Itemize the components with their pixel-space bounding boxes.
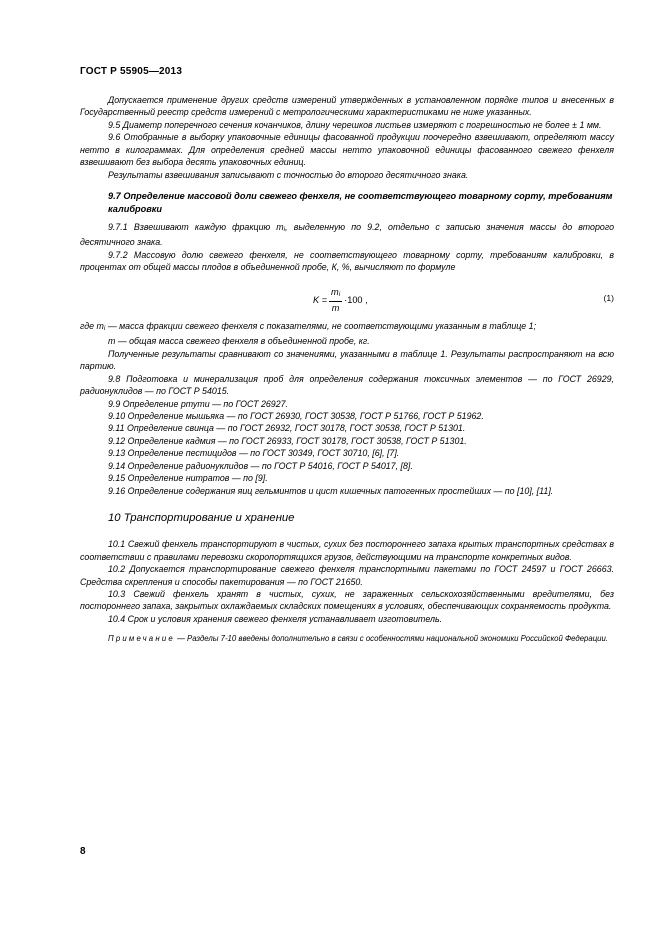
section-heading-9-7: 9.7 Определение массовой доли свежего фенхеля, не соответствующего товарному сорту, требованиям калибровки (108, 191, 613, 214)
paragraph-9-6: 9.6 Отобранные в выборку упаковочные единицы фасованной продукции поочередно взвешивают, определяют массу нетто в килограммах. Для определения средней массы нетто упаковочной единицы фасованного свежего фенхеля взвешивают без выбора десять упаковочных единиц. (80, 132, 614, 168)
paragraph-9-16: 9.16 Определение содержания яиц гельминтов и цист кишечных патогенных простейших — по [10], [11]. (108, 485, 554, 496)
section-heading-10: 10 Транспортирование и хранение (108, 512, 295, 525)
paragraph-10-2: 10.2 Допускается транспортирование свежего фенхеля транспортными пакетами по ГОСТ 24597 и ГОСТ 26663. Средства скрепления и способы пакетирования — по ГОСТ 21650. (80, 564, 614, 587)
formula-1 (80, 280, 614, 320)
paragraph-9-15: 9.15 Определение нитратов — по [9]. (108, 473, 268, 484)
paragraph-9-11: 9.11 Определение свинца — по ГОСТ 26932, ГОСТ 30178, ГОСТ 30538, ГОСТ Р 51301. (108, 423, 466, 434)
document-header: ГОСТ Р 55905—2013 (80, 66, 183, 77)
document-body (80, 94, 614, 645)
paragraph-9-5: 9.5 Диаметр поперечного сечения кочанчиков, длину черешков листьев измеряют с погрешностью не более ± 1 мм. (108, 119, 602, 130)
paragraph-9-13: 9.13 Определение пестицидов — по ГОСТ 30349, ГОСТ 30710, [6], [7]. (108, 448, 400, 459)
formula-expression (313, 286, 368, 314)
paragraph: Результаты взвешивания записывают с точностью до второго десятичного знака. (108, 169, 469, 180)
formula-tail: ·100 , (344, 294, 368, 305)
paragraph-9-14: 9.14 Определение радионуклидов — по ГОСТ Р 54016, ГОСТ Р 54017, [8]. (108, 460, 413, 471)
paragraph-9-7-1: 9.7.1 Взвешивают каждую фракцию mi, выделенную по 9.2, отдельно с записью значения массы до второго десятичного знака. (80, 221, 614, 248)
paragraph-9-9: 9.9 Определение ртути — по ГОСТ 26927. (108, 398, 289, 409)
formula-number: (1) (603, 292, 614, 303)
paragraph-9-10: 9.10 Определение мышьяка — по ГОСТ 26930, ГОСТ 30538, ГОСТ Р 51766, ГОСТ Р 51962. (108, 410, 484, 421)
page-number: 8 (80, 846, 86, 857)
formula-legend-m: m — общая масса свежего фенхеля в объединенной пробе, кг. (108, 336, 370, 347)
paragraph-9-12: 9.12 Определение кадмия — по ГОСТ 26933, ГОСТ 30178, ГОСТ 30538, ГОСТ Р 51301. (108, 435, 467, 446)
formula-lhs: K = (313, 294, 328, 305)
formula-numerator: mi (329, 286, 342, 302)
paragraph: Допускается применение других средств измерений утвержденных в установленном порядке типов и внесенных в Государственный реестр средств измерений с метрологическими характеристиками не ниже указанных. (80, 95, 614, 118)
note-text: — Разделы 7-10 введены дополнительно в связи с особенностями национальной экономики Российской Федерации. (174, 634, 609, 644)
formula-denominator: m (331, 302, 340, 313)
formula-fraction (329, 286, 342, 314)
paragraph-9-7-2: 9.7.2 Массовую долю свежего фенхеля, не соответствующего товарному сорту, требованиям калибровки, в процентах от общей массы плодов в объединенной пробе, К, %, вычисляют по формуле (80, 249, 614, 273)
formula-legend-mi: где mi — масса фракции свежего фенхеля с показателями, не соответствующими указанным в таблице 1; (80, 320, 537, 332)
paragraph-9-8: 9.8 Подготовка и минерализация проб для определения содержания токсичных элементов — по ГОСТ 26929, радионуклидов — по ГОСТ Р 54015. (80, 373, 614, 397)
paragraph-10-4: 10.4 Срок и условия хранения свежего фенхеля устанавливает изготовитель. (108, 613, 443, 624)
note-label: Примечание (108, 634, 175, 644)
paragraph: Полученные результаты сравнивают со значениями, указанными в таблице 1. Результаты распространяют на всю партию. (80, 348, 614, 372)
note (80, 633, 614, 644)
paragraph-10-1: 10.1 Свежий фенхель транспортируют в чистых, сухих без постороннего запаха крытых транспортных средствах в соответствии с правилами перевозки скоропортящихся грузов, действующими на транспорте конкретных видов. (80, 539, 614, 562)
paragraph-10-3: 10.3 Свежий фенхель хранят в чистых, сухих, не зараженных сельскохозяйственными вредителями, без постороннего запаха, закрытых охлаждаемых складских помещениях в условиях, обеспечивающих сохраняемость продукта. (80, 588, 614, 612)
